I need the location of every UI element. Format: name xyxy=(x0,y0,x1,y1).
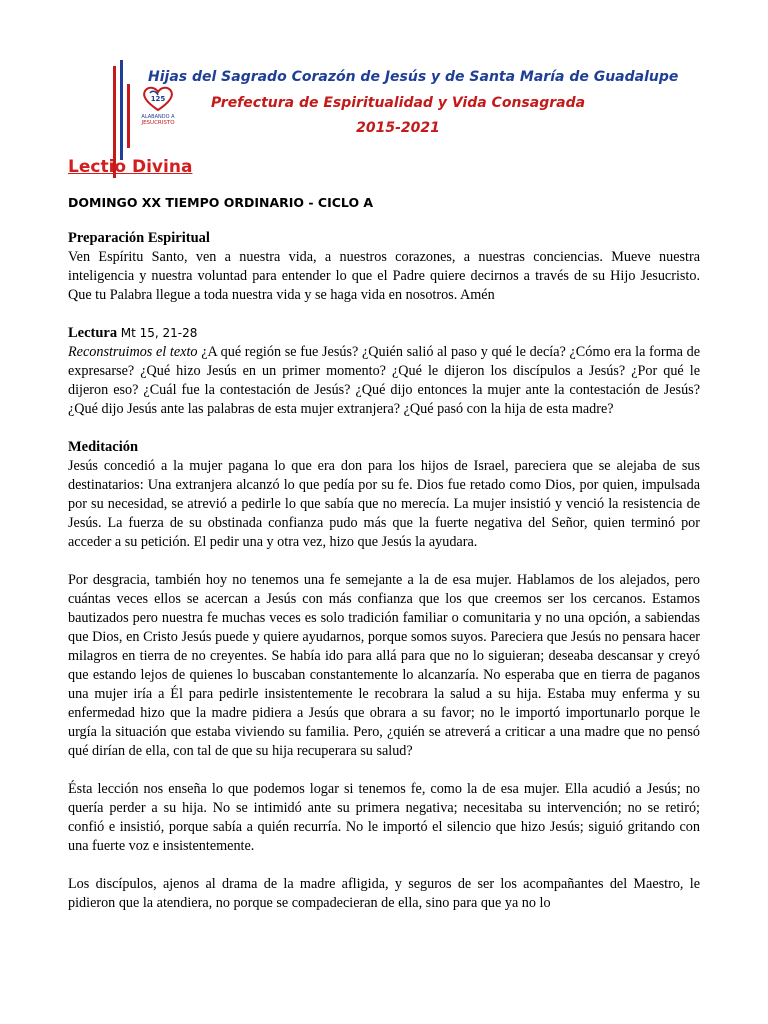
reading-questions: ¿A qué región se fue Jesús? ¿Quién salió al paso y qué le decía? ¿Cómo era la forma de expresarse? ¿Qué hizo Jesús en un primer momento? ¿Qué le dijeron los discípulos a Jesús? ¿Por qué le dijeron eso? ¿Cuál fue la contestación de Jesús? ¿Qué dijo entonces la mujer ante la contestación de Jesús? ¿Qué dijo Jesús ante las palabras de esta mujer extranjera? ¿Qué pasó con la hija de esta madre? xyxy=(68,344,701,417)
reading-text xyxy=(68,343,700,419)
document-body xyxy=(68,193,700,913)
preparation-text: Ven Espíritu Santo, ven a nuestra vida, a nuestros corazones, a nuestras conciencias. Mueve nuestra inteligencia y nuestra voluntad para entender lo que el Padre quiere decirnos a través de su Hijo Jesucristo. Que tu Palabra llegue a toda nuestra vida y se haga vida en nosotros. Amén xyxy=(68,249,700,303)
reading-heading-label: Lectura xyxy=(68,325,118,341)
logo-number: 125 xyxy=(150,95,166,103)
logo-text-1: ALABANDO A xyxy=(141,114,175,120)
header-bar-red-right xyxy=(127,84,130,148)
meditation-paragraph-2: Por desgracia, también hoy no tenemos una fe semejante a la de esa mujer. Hablamos de los alejados, pero cuántas veces ellos se acercan a Jesús con más confianza que los que creemos ser los cercanos. Estamos bautizados pero nuestra fe muchas veces es solo tradición familiar o comunitaria y no una opción, a sabiendas que Dios, en Cristo Jesús puede y quiere ayudarnos, porque somos suyos. Pareciera que Jesús no pensara hacer milagros en tierra de no creyentes. Se había ido para allá para que no lo siguieran; deseaba descansar y creyó que estando lejos de quienes lo buscaban constantemente lo alcanzaría. No esperaba que en tierra de paganos una mujer iría a Él para pedirle insistentemente le recobrara la salud a su hija. Estaba muy enferma y su enfermedad hizo que la madre pidiera a Jesús que obrara a su favor; no le importó importunarlo porque le urgía la situación que estaba viviendo su familia. Pero, ¿quién se atreverá a criticar a una madre que no pensó qué dirían de ella, con tal de que su hija recuperara su salud? xyxy=(68,572,700,759)
meditation-paragraph-1: Jesús concedió a la mujer pagana lo que era don para los hijos de Israel, pareciera que se alejaba de sus destinatarios: Una extranjera alcanzó lo que pedía por su fe. Dios fue retado como Dios, por quien, impulsada por su necesidad, se atrevió a pedirle lo que sabía que no merecía. La mujer insistió y venció la resistencia de Jesús. La fuerza de su obstinada confianza pudo más que la fuerte negativa del Señor, quien terminó por acceder a su petición. El pedir una y otra vez, hizo que Jesús la ayudara. xyxy=(68,458,700,550)
prefecture-name: Prefectura de Espiritualidad y Vida Consagrada xyxy=(210,95,586,111)
preparation-heading: Preparación Espiritual xyxy=(68,230,210,246)
reading-lead: Reconstruimos el texto xyxy=(68,344,198,360)
logo-text-2: JESUCRISTO xyxy=(141,120,175,126)
meditation-paragraph-3: Ésta lección nos enseña lo que podemos logar si tenemos fe, como la de esa mujer. Ella acudió a Jesús; no quería perder a su hija. No se intimidó ante su primera negativa; necesitaba su intervención; no se retiró; confió e insistió, porque sabía a quién recurría. No le importó el silencio que hizo Jesús; siguió gritando con una fuerte voz e insistentemente. xyxy=(68,781,700,854)
header-bar-blue xyxy=(120,60,123,160)
meditation-paragraph-4: Los discípulos, ajenos al drama de la madre afligida, y seguros de ser los acompañantes del Maestro, le pidieron que la atendiera, no porque se compadecieran de ella, sino para que ya no lo xyxy=(68,876,700,911)
meditation-heading: Meditación xyxy=(68,439,139,455)
congregation-name: Hijas del Sagrado Corazón de Jesús y de Santa María de Guadalupe xyxy=(148,69,679,85)
reading-heading xyxy=(68,324,700,343)
reading-reference: Mt 15, 21-28 xyxy=(120,326,198,340)
sunday-heading: DOMINGO XX TIEMPO ORDINARIO - CICLO A xyxy=(68,195,374,210)
years-range: 2015-2021 xyxy=(356,120,440,136)
document-title: Lectio Divina xyxy=(68,157,193,177)
